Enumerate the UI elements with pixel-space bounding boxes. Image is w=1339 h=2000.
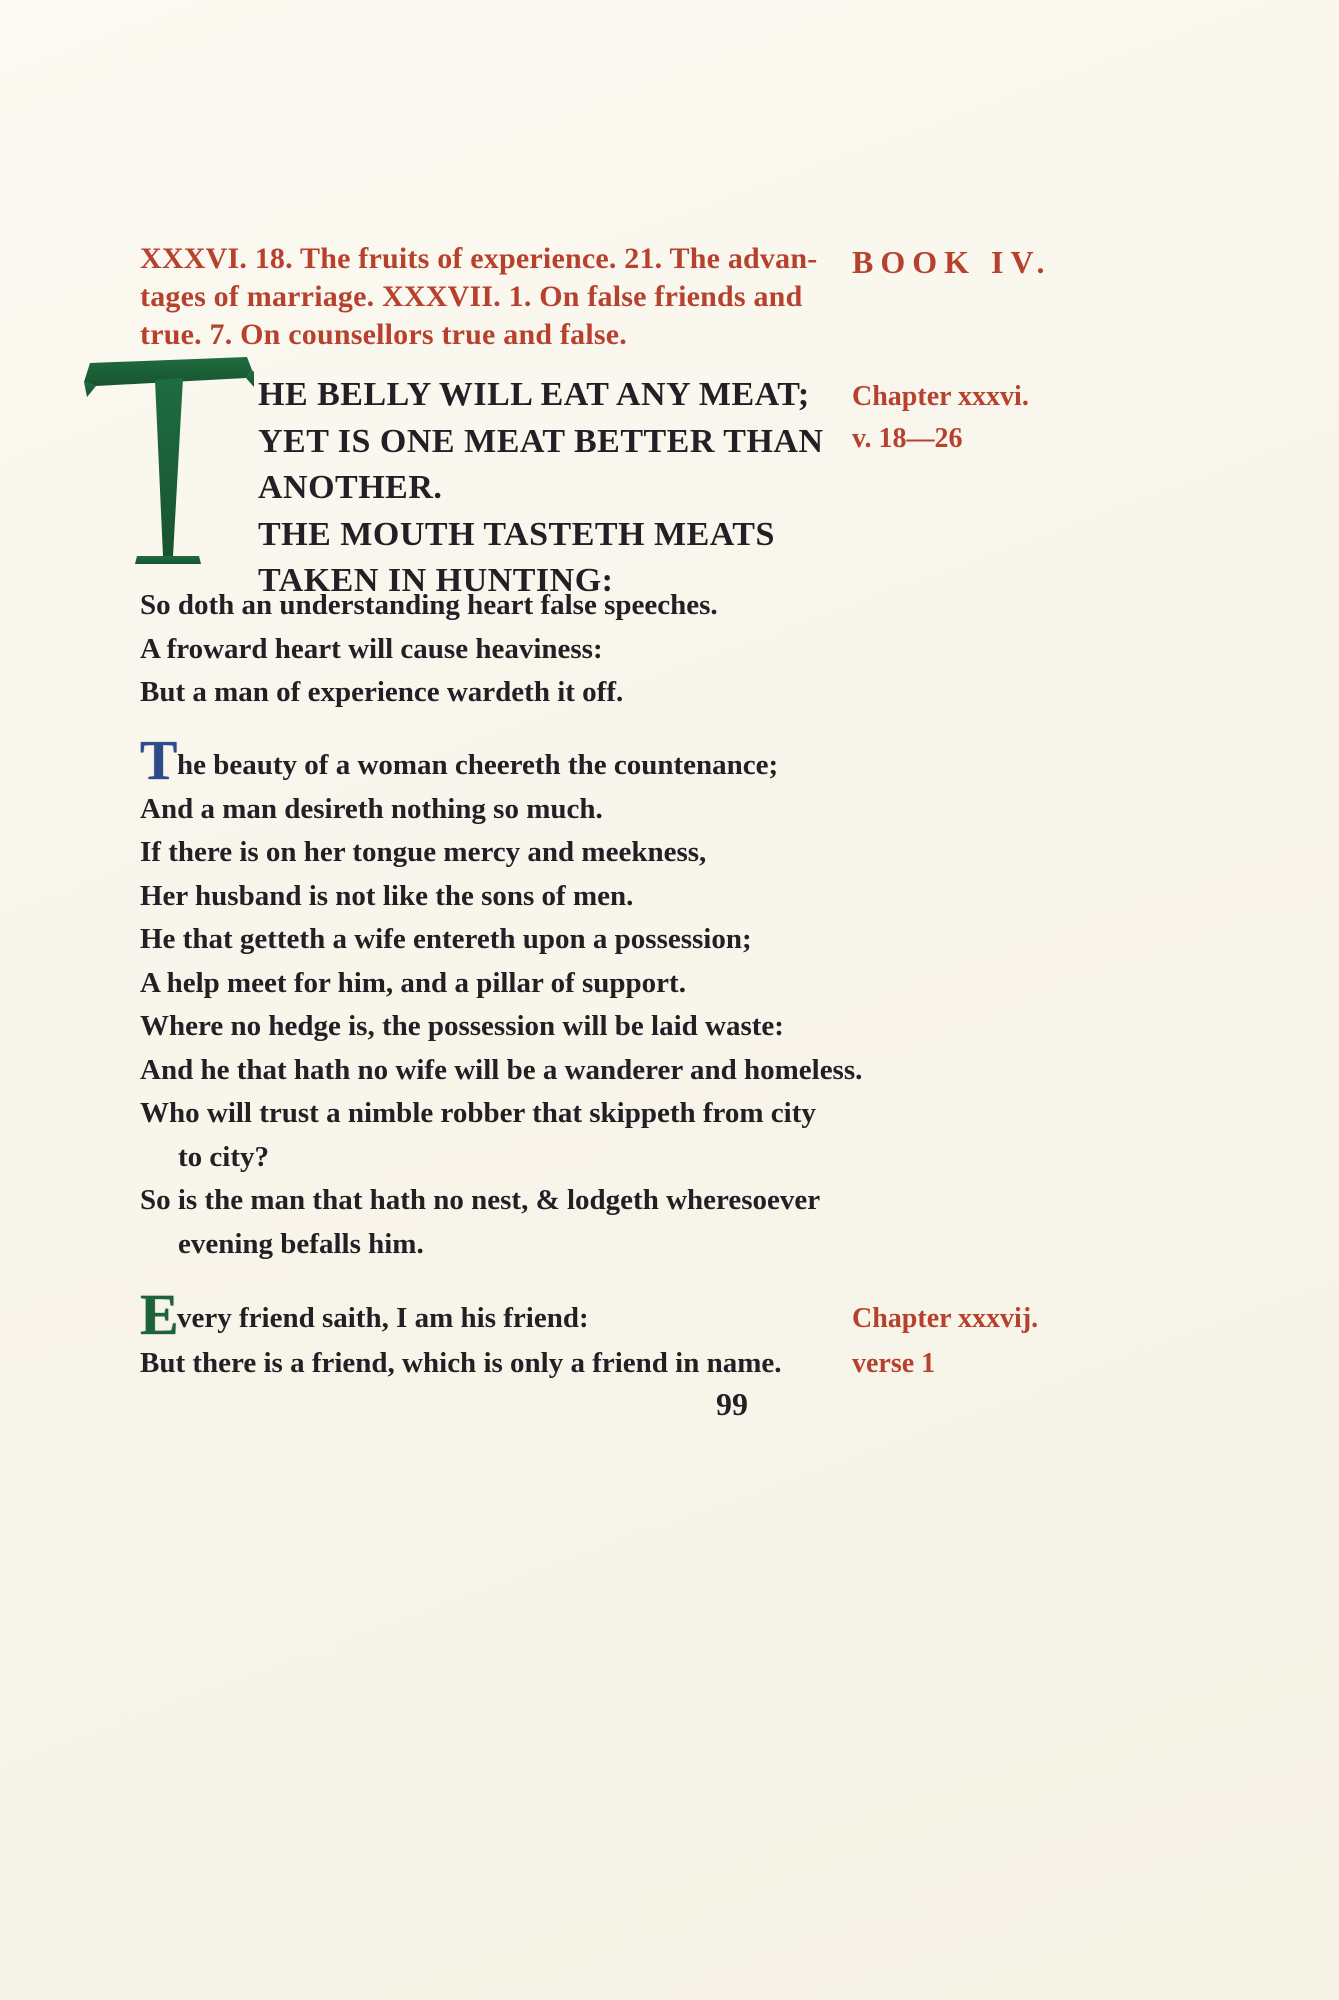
stanza-3: [140, 1282, 930, 1386]
verse-line: But a man of experience wardeth it off.: [140, 676, 624, 708]
verse-line: Who will trust a nimble robber that skippeth from city: [140, 1097, 816, 1129]
stanza-2-lines: [140, 788, 930, 1267]
opening-caps-lines: [258, 372, 958, 605]
verse-line: So doth an understanding heart false speeches.: [140, 589, 718, 621]
illuminated-initial-t: [82, 356, 254, 588]
verse-line: A froward heart will cause heaviness:: [140, 632, 603, 665]
caps-line: TAKEN IN HUNTING:: [258, 562, 614, 599]
page-number: 99: [716, 1386, 748, 1422]
verse-line: But there is a friend, which is only a friend in name.: [140, 1347, 782, 1379]
caps-line: YET IS ONE MEAT BETTER THAN: [258, 422, 824, 460]
caps-line: ANOTHER.: [258, 469, 443, 506]
caps-line: HE BELLY WILL EAT ANY MEAT;: [258, 376, 810, 413]
stanza-1: [140, 584, 930, 715]
verse-line: Where no hedge is, the possession will be laid waste:: [140, 1010, 784, 1042]
verse-text: he beauty of a woman cheereth the countenance;: [177, 749, 779, 781]
chapter-argument: [140, 240, 860, 354]
stanza-3-lines: [140, 1341, 930, 1386]
stanza-2: [140, 730, 930, 1266]
verse-line: If there is on her tongue mercy and meekness,: [140, 836, 707, 868]
verse-line: And he that hath no wife will be a wanderer and homeless.: [140, 1053, 863, 1086]
chapter-label: Chapter xxxvi.: [852, 381, 1029, 412]
verse-line: to city?: [178, 1140, 269, 1173]
verse-line: He that getteth a wife entereth upon a possession;: [140, 923, 752, 955]
caps-line: THE MOUTH TASTETH MEATS: [258, 515, 775, 553]
verse-line: So is the man that hath no nest, & lodgeth wheresoever: [140, 1184, 821, 1216]
initial-capital-blue: T: [140, 730, 178, 792]
verse-line: And a man desireth nothing so much.: [140, 792, 603, 825]
argument-line: tages of marriage. XXXVII. 1. On false friends and: [140, 280, 803, 313]
verse-line: [140, 730, 930, 792]
verse-text: very friend saith, I am his friend:: [177, 1302, 589, 1334]
verse-line: [140, 1282, 930, 1347]
verse-label: verse 1: [852, 1348, 936, 1379]
verse-range-label: v. 18—26: [852, 423, 963, 454]
verse-line: evening befalls him.: [178, 1227, 424, 1260]
verse-line: Her husband is not like the sons of men.: [140, 879, 634, 912]
chapter-label: Chapter xxxvij.: [852, 1303, 1039, 1334]
argument-line: XXXVI. 18. The fruits of experience. 21. The advan-: [140, 242, 818, 275]
initial-capital-green: E: [140, 1282, 179, 1347]
argument-line: true. 7. On counsellors true and false.: [140, 318, 627, 351]
book-title: BOOK IV.: [852, 244, 1052, 280]
verse-line: A help meet for him, and a pillar of support.: [140, 966, 686, 999]
